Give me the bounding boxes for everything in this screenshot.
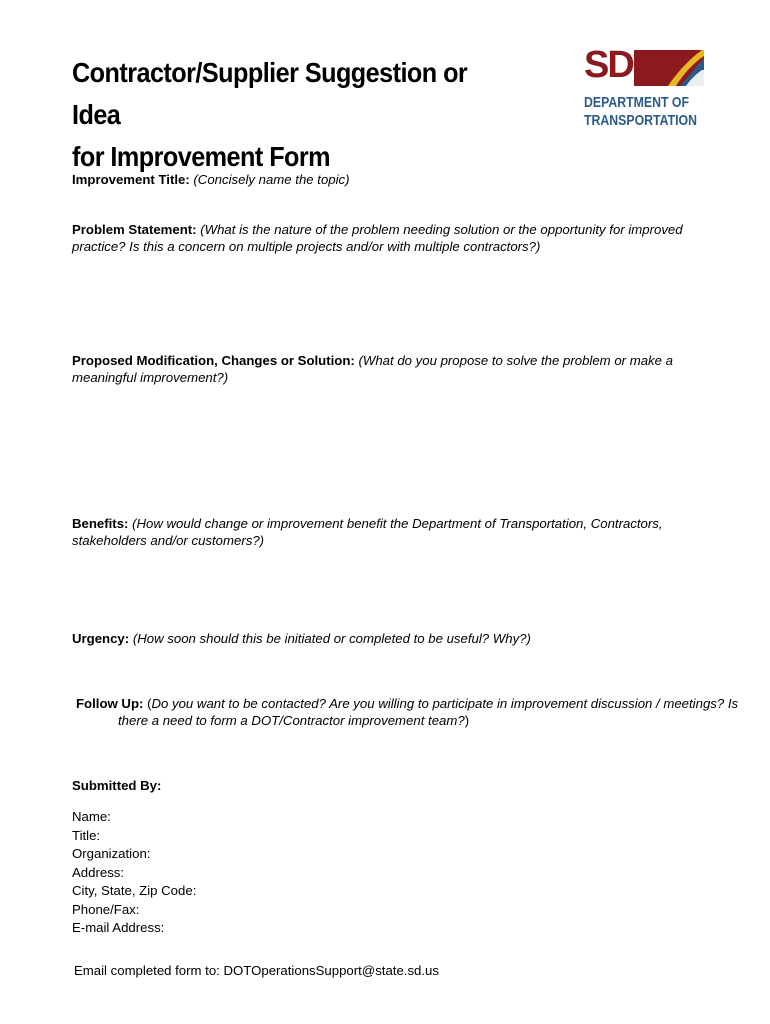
- page-title: [72, 52, 504, 178]
- improvement-title-field: [72, 171, 702, 188]
- proposed-modification-label: Proposed Modification, Changes or Solution:: [72, 353, 355, 368]
- submitted-by-section: [72, 777, 702, 794]
- proposed-modification-field: [72, 352, 702, 386]
- follow-up-close-paren: ): [464, 713, 470, 728]
- benefits-label: Benefits:: [72, 516, 129, 531]
- submitter-address-label: Address:: [72, 864, 125, 880]
- logo-text: [584, 94, 697, 130]
- submitter-phone-fax-label: Phone/Fax:: [72, 901, 140, 917]
- sddot-logo: [584, 44, 704, 134]
- problem-statement-hint: (What is the nature of the problem needing solution or the opportunity for improved practice? Is this a concern on multiple projects and/or with multiple contractors?): [72, 222, 683, 254]
- follow-up-open-paren: (: [147, 696, 152, 711]
- submitter-title-label: Title:: [72, 827, 101, 843]
- logo-line-1: DEPARTMENT OF: [584, 94, 690, 111]
- title-line-1: Contractor/Supplier Suggestion or Idea: [72, 57, 468, 130]
- proposed-modification-hint: (What do you propose to solve the problem or make a meaningful improvement?): [72, 353, 673, 385]
- logo-abbr: SD: [584, 44, 633, 86]
- logo-road-graphic-icon: [584, 44, 704, 92]
- urgency-label: Urgency:: [72, 631, 130, 646]
- problem-statement-field: [72, 221, 702, 255]
- submitter-organization-label: Organization:: [72, 846, 151, 861]
- title-line-2: for Improvement Form: [72, 141, 331, 172]
- logo-line-2: TRANSPORTATION: [584, 112, 697, 129]
- benefits-hint: (How would change or improvement benefit the Department of Transportation, Contractors, stakeholders and/or customers?): [72, 516, 663, 548]
- urgency-field: [72, 630, 702, 647]
- submitter-info-list: [72, 808, 196, 938]
- improvement-title-label: Improvement Title:: [72, 172, 190, 187]
- follow-up-hint: Do you want to be contacted? Are you willing to participate in improvement discussion / meetings? Is there a need to form a DOT/Contractor improvement team?: [118, 696, 739, 728]
- submitter-city-state-zip-label: City, State, Zip Code:: [72, 883, 197, 898]
- follow-up-field: [72, 695, 748, 729]
- urgency-hint: (How soon should this be initiated or completed to be useful? Why?): [132, 631, 531, 646]
- submitter-name-label: Name:: [72, 809, 111, 824]
- email-instruction: Email completed form to: DOTOperationsSupport@state.sd.us: [74, 963, 439, 978]
- benefits-field: [72, 515, 702, 549]
- problem-statement-label: Problem Statement:: [72, 222, 197, 237]
- improvement-title-hint: (Concisely name the topic): [193, 172, 350, 187]
- submitted-by-heading: Submitted By:: [72, 778, 162, 793]
- follow-up-label: Follow Up:: [76, 696, 144, 711]
- submitter-email-label: E-mail Address:: [72, 920, 165, 935]
